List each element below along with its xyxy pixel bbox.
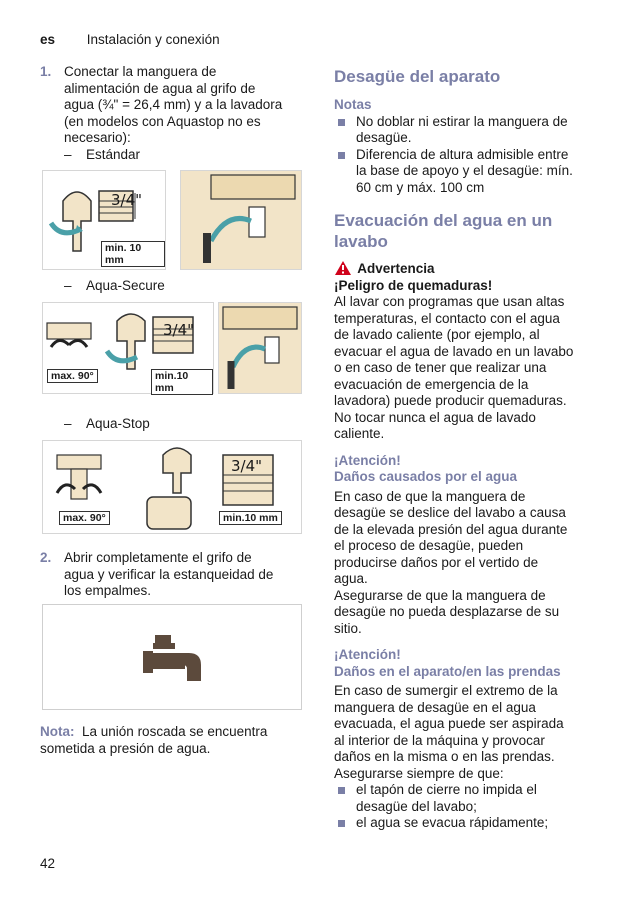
page-header bbox=[40, 32, 220, 47]
note-item-line: 60 cm y máx. 100 cm bbox=[356, 179, 485, 195]
warning-line: evacuar el agua de lavado en un lavabo bbox=[334, 343, 574, 359]
min-distance-label: min.10 mm bbox=[151, 369, 213, 395]
thread-size-label: 3/4" bbox=[163, 321, 195, 339]
caution-line: manguera de desagüe en el agua bbox=[334, 699, 536, 715]
note-item bbox=[334, 147, 602, 197]
notes-label: Notas bbox=[334, 97, 372, 112]
note-item-line: desagüe. bbox=[356, 130, 412, 145]
step-1-line: necesario): bbox=[64, 130, 131, 145]
warning-line: Al lavar con programas que usan altas bbox=[334, 294, 565, 309]
note-item-line: No doblar ni estirar la manguera de bbox=[356, 113, 568, 129]
caution-line: de la elevada presión del agua durante bbox=[334, 521, 568, 537]
illustration-standard bbox=[42, 170, 166, 270]
caution-title: Daños en el aparato/en las prendas bbox=[334, 663, 561, 679]
warning-header bbox=[334, 260, 602, 278]
warning-label: Advertencia bbox=[357, 261, 435, 276]
caution-bullet bbox=[334, 815, 602, 832]
thread-size-label: 3/4" bbox=[231, 457, 263, 475]
caution-line: evacuada, el agua puede ser aspirada bbox=[334, 716, 564, 731]
caution-bullet-line: el agua se evacua rápidamente; bbox=[356, 815, 549, 830]
caution-line: agua. bbox=[334, 571, 368, 586]
caution-title: Daños causados por el agua bbox=[334, 469, 518, 484]
caution-bullet-line: el tapón de cierre no impida el bbox=[356, 782, 537, 797]
warning-line: evacuación de emergencia de la bbox=[334, 376, 529, 392]
illustration-open-tap bbox=[42, 604, 302, 710]
step-number: 1. bbox=[40, 64, 52, 79]
note bbox=[40, 724, 302, 757]
caution-label: ¡Atención! bbox=[334, 647, 401, 662]
heading-drain: Desagüe del aparato bbox=[334, 67, 501, 86]
machine-connection-icon bbox=[219, 303, 301, 393]
note-label: Nota: bbox=[40, 724, 75, 739]
max-angle-label: max. 90° bbox=[59, 511, 110, 525]
caution-line: En caso de que la manguera de bbox=[334, 488, 526, 504]
caution-line: Asegurarse de que la manguera de bbox=[334, 587, 546, 603]
note-item bbox=[334, 114, 602, 147]
option-aqua-stop-label: Aqua-Stop bbox=[86, 416, 150, 431]
right-column bbox=[334, 64, 602, 832]
step-2 bbox=[40, 550, 326, 600]
warning-line: lavadora) puede producir quemaduras. bbox=[334, 393, 567, 408]
warning-line: o en caso de tener que realizar una bbox=[334, 360, 547, 375]
step-2-line: los empalmes. bbox=[64, 583, 152, 598]
caution-line: desagüe se deslice del lavabo a causa bbox=[334, 505, 566, 520]
warning-block bbox=[334, 260, 602, 443]
warning-line: de lavado caliente (por ejemplo, al bbox=[334, 327, 540, 342]
caution-label: ¡Atención! bbox=[334, 452, 401, 468]
min-distance-label: min. 10 mm bbox=[101, 241, 165, 267]
step-1-line: (en modelos con Aquastop no es bbox=[64, 113, 261, 129]
note-item-line: Diferencia de altura admisible entre bbox=[356, 146, 569, 162]
caution-line: En caso de sumergir el extremo de la bbox=[334, 683, 558, 698]
caution-water-block bbox=[334, 453, 602, 638]
warning-line: No tocar nunca el agua de lavado bbox=[334, 409, 536, 425]
heading-sink-line: lavabo bbox=[334, 232, 388, 251]
step-number: 2. bbox=[40, 550, 52, 565]
note-text: sometida a presión de agua. bbox=[40, 740, 211, 756]
caution-bullet-line: desagüe del lavabo; bbox=[356, 798, 477, 814]
caution-line: desagüe no pueda desplazarse de su bbox=[334, 604, 560, 619]
caution-line: sitio. bbox=[334, 620, 362, 636]
caution-device-block bbox=[334, 647, 602, 832]
caution-line: Asegurarse siempre de que: bbox=[334, 765, 504, 781]
machine-connection-icon bbox=[181, 171, 301, 269]
thread-size-label: 3/4" bbox=[111, 191, 143, 209]
caution-line: al interior de la máquina y provocar bbox=[334, 732, 545, 748]
warning-line: temperaturas, el contacto con el agua bbox=[334, 310, 560, 326]
illustration-aqua-stop bbox=[42, 440, 302, 534]
option-standard-label: Estándar bbox=[86, 146, 141, 162]
max-angle-label: max. 90° bbox=[47, 369, 98, 383]
step-1-line: Conectar la manguera de bbox=[64, 64, 217, 79]
step-2-line: agua y verificar la estanqueidad de bbox=[64, 566, 274, 582]
heading-sink-line: Evacuación del agua en un bbox=[334, 211, 553, 230]
step-1-line: agua (¾" = 26,4 mm) y a la lavadora bbox=[64, 97, 283, 112]
min-distance-label: min.10 mm bbox=[219, 511, 282, 525]
step-1: 1. Conectar la manguera de alimentación de agua al grifo de agua (¾" = 26,4 mm) y a la lavadora (en modelos con Aquastop no es necesario): – Estándar bbox=[40, 64, 326, 163]
note-text: La unión roscada se encuentra bbox=[82, 724, 268, 739]
step-1-line: alimentación de agua al grifo de bbox=[64, 80, 256, 96]
warning-triangle-icon bbox=[334, 260, 352, 276]
illustration-standard-machine bbox=[180, 170, 302, 270]
illustration-aqua-secure-machine bbox=[218, 302, 302, 394]
note-item-line: la base de apoyo y el desagüe: mín. bbox=[356, 163, 573, 178]
caution-line: producirse daños por el vertido de bbox=[334, 554, 539, 570]
water-tap-icon bbox=[43, 605, 301, 709]
caution-line: daños en la misma o en las prendas. bbox=[334, 749, 555, 764]
option-aqua-secure-label: Aqua-Secure bbox=[86, 278, 165, 293]
heading-sink bbox=[334, 210, 602, 252]
section-title: Instalación y conexión bbox=[86, 32, 220, 47]
page-number: 42 bbox=[40, 856, 56, 871]
warning-title: ¡Peligro de quemaduras! bbox=[334, 277, 493, 293]
warning-line: caliente. bbox=[334, 426, 385, 441]
language-code: es bbox=[40, 32, 56, 47]
illustration-aqua-secure bbox=[42, 302, 214, 394]
caution-line: el proceso de desagüe, pueden bbox=[334, 538, 524, 553]
caution-bullet bbox=[334, 782, 602, 815]
step-2-line: Abrir completamente el grifo de bbox=[64, 550, 252, 565]
